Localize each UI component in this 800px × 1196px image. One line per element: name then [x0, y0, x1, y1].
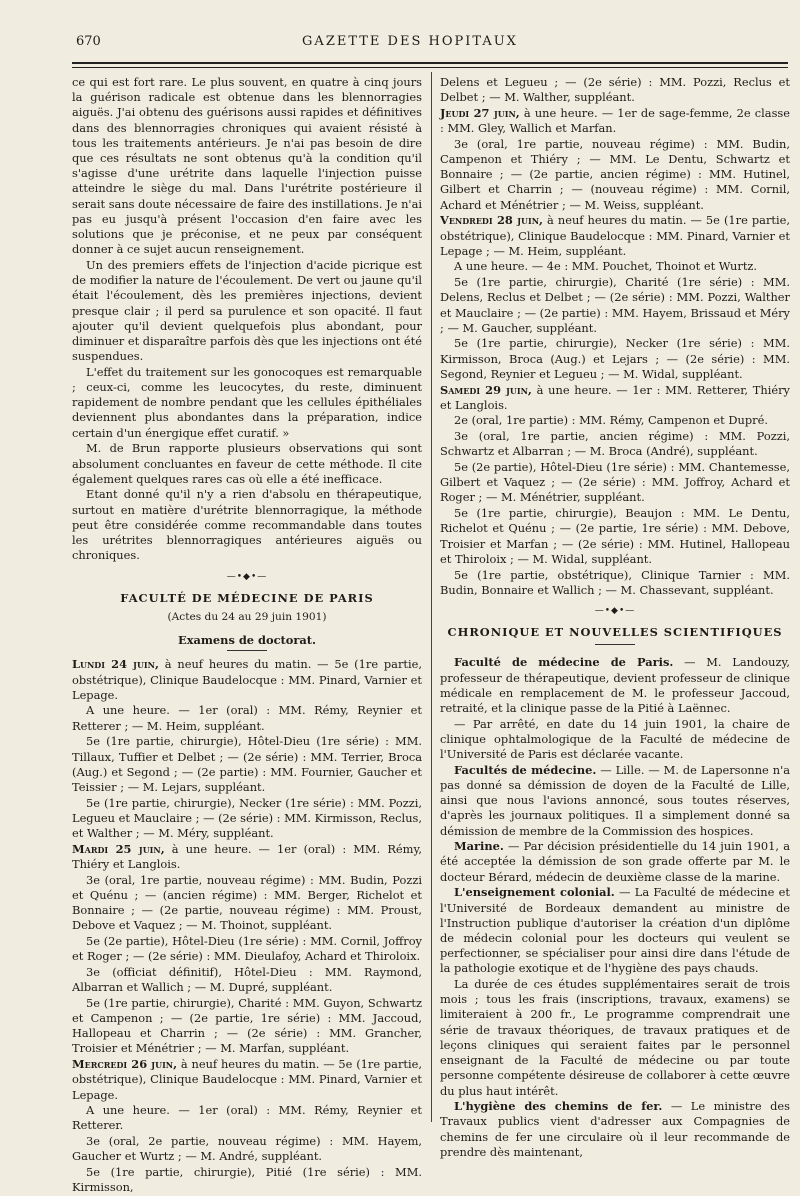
entry-text: à neuf heures du matin. — 5e (1re partie, obstétrique), Clinique Baudelocque : MM. Pinard, Varnier et Lepage ; — M. Heim, suppléant.	[440, 213, 790, 258]
schedule-entry	[72, 842, 422, 872]
entry-text: à neuf heures du matin. — 5e (1re partie, obstétrique), Clinique Baudelocque : MM. Pinard, Varnier et Lepage.	[72, 1057, 422, 1102]
schedule-entry: 5e (1re partie, chirurgie), Necker (1re série) : MM. Kirmisson, Broca (Aug.) et Lejars ; — (2e série) : MM. Segond, Reynier et Legueu ; — M. Widal, suppléant.	[440, 336, 790, 381]
schedule-entry	[440, 213, 790, 259]
news-item	[440, 885, 790, 976]
schedule-entry: A une heure. — 4e : MM. Pouchet, Thoinot et Wurtz.	[454, 259, 758, 274]
paragraph: L'effet du traitement sur les gonocoques est remarquable ; ceux-ci, comme les leucocytes, du reste, diminuent rapidement de nombre pendant que les cellules épithéliales deviennent plus abondantes dans la préparation, indice certain d'un énergique effet curatif. »	[72, 364, 422, 440]
schedule-entry: 5e (1re partie, chirurgie), Beaujon : MM. Le Dentu, Richelot et Quénu ; — (2e partie, 1re série) : MM. Debove, Troisier et Marfan ; — (2e série) : MM. Hutinel, Hallopeau et Thiroloix ; — M. Widal, suppléant.	[440, 506, 790, 566]
header-rule-thin	[72, 67, 788, 68]
news-text: — Le ministre des Travaux publics vient d'adresser aux Compagnies de chemins de fer une circulaire où il leur recommande de prendre dès maintenant,	[440, 1099, 790, 1159]
entry-text: à une heure. — 1er (oral) : MM. Rémy, Thiéry et Langlois.	[72, 841, 422, 871]
news-text: — Lille. — M. de Lapersonne n'a pas donné sa démission de doyen de la Faculté de Lille, ainsi que nous l'avions annoncé, sous toutes réserves, d'après les journaux politiques. Il a simplement donné sa démission de membre de la Commission des hospices.	[440, 762, 790, 838]
schedule-entry: 5e (1re partie, chirurgie), Charité : MM. Guyon, Schwartz et Campenon ; — (2e partie, 1re série) : MM. Jaccoud, Hallopeau et Charrin ; — (2e série) : MM. Grancher, Troisier et Ménétrier ; — M. Marfan, suppléant.	[72, 995, 422, 1056]
schedule-entry: 2e (oral, 1re partie) : MM. Rémy, Campenon et Dupré.	[454, 413, 768, 428]
header-rule	[72, 62, 788, 64]
schedule-entry: 3e (officiat définitif), Hôtel-Dieu : MM. Raymond, Albarran et Wallich ; — M. Dupré, suppléant.	[72, 964, 422, 995]
page-header	[60, 30, 760, 54]
entry-text: à une heure. — 1er de sage-femme, 2e classe : MM. Gley, Wallich et Marfan.	[440, 105, 790, 136]
journal-title: GAZETTE DES HOPITAUX	[302, 34, 518, 49]
day-label: Vendredi 28 juin,	[440, 213, 544, 228]
schedule-entry: Delens et Legueu ; — (2e série) : MM. Pozzi, Reclus et Delbet ; — M. Walther, suppléant.	[440, 75, 790, 105]
schedule-entry: 3e (oral, 1re partie, nouveau régime) : MM. Budin, Campenon et Thiéry ; — MM. Le Dentu, Schwartz et Bonnaire ; — (2e partie, ancien régime) : MM. Hutinel, Gilbert et Charrin ; — (nouveau régime) : MM. Cornil, Achard et Ménétrier ; — M. Weiss, suppléant.	[440, 136, 790, 212]
schedule-entry: 3e (oral, 1re partie, ancien régime) : MM. Pozzi, Schwartz et Albarran ; — M. Broca (André), suppléant.	[440, 429, 790, 459]
news-item: — Par arrêté, en date du 14 juin 1901, la chaire de clinique ophtalmologique de la Faculté de médecine de l'Université de Paris est déclarée vacante.	[440, 716, 790, 762]
news-text: — Par décision présidentielle du 14 juin 1901, a été acceptée la démission de son grade offerte par M. le docteur Bérard, médecin de deuxième classe de la marine.	[440, 839, 790, 884]
right-column	[440, 75, 790, 1161]
left-column	[72, 75, 422, 1196]
day-label: Mercredi 26 juin,	[72, 1057, 178, 1072]
schedule-entry	[440, 106, 790, 136]
section-separator: —•◆•—	[594, 605, 636, 616]
schedule-entry: 3e (oral, 2e partie, nouveau régime) : MM. Hayem, Gaucher et Wurtz ; — M. André, suppléant.	[72, 1134, 422, 1164]
day-label: Samedi 29 juin,	[440, 382, 532, 397]
news-title: L'hygiène des chemins de fer.	[454, 1099, 663, 1114]
news-item	[440, 839, 790, 885]
news-item: La durée de ces études supplémentaires serait de trois mois ; tous les frais (inscriptions, travaux, examens) se limiteraient à 200 fr., Le programme comprendrait une série de travaux théoriques, de travaux pratiques et de leçons cliniques qui seraient faites par le personnel enseignant de la Faculté de médecine ou par toute personne compétente désireuse de collaborer à cette œuvre du plus haut intérêt.	[440, 977, 790, 1098]
schedule-entry: 5e (1re partie, chirurgie), Pitié (1re série) : MM. Kirmisson,	[72, 1165, 422, 1195]
day-label: Jeudi 27 juin,	[440, 105, 520, 120]
news-title: Facultés de médecine.	[454, 762, 597, 777]
day-label: Lundi 24 juin,	[72, 657, 159, 672]
news-text: — M. Landouzy, professeur de thérapeutique, devient professeur de clinique médicale en remplacement de M. le professeur Jaccoud, retraité, et la clinique passe de la Pitié à Laënnec.	[440, 655, 790, 715]
schedule-entry: A une heure. — 1er (oral) : MM. Rémy, Reynier et Retterer ; — M. Heim, suppléant.	[72, 703, 422, 733]
schedule-entry: 5e (2e partie), Hôtel-Dieu (1re série) : MM. Chantemesse, Gilbert et Vaquez ; — (2e série) : MM. Joffroy, Achard et Roger ; — M. Ménétrier, suppléant.	[440, 460, 790, 505]
schedule-entry: A une heure. — 1er (oral) : MM. Rémy, Reynier et Retterer.	[72, 1103, 422, 1133]
column-divider	[431, 72, 432, 1122]
schedule-entry: 5e (1re partie, chirurgie), Hôtel-Dieu (1re série) : MM. Tillaux, Tuffier et Delbet ; — (2e série) : MM. Terrier, Broca (Aug.) et Segond ; — (2e partie) : MM. Fournier, Gaucher et Teissier ; — M. Lejars, suppléant.	[72, 734, 422, 794]
schedule-entry	[72, 1057, 422, 1103]
news-title: Faculté de médecine de Paris.	[454, 655, 674, 670]
exams-heading: Examens de doctorat.	[178, 633, 316, 648]
faculty-subheading: (Actes du 24 au 29 juin 1901)	[167, 610, 327, 623]
news-item	[440, 655, 790, 716]
page-number: 670	[76, 34, 101, 49]
schedule-entry: 3e (oral, 1re partie, nouveau régime) : MM. Budin, Pozzi et Quénu ; — (ancien régime) : MM. Berger, Richelot et Bonnaire ; — (2e partie, nouveau régime) : MM. Proust, Debove et Vaquez ; — M. Thoinot, suppléant.	[72, 872, 422, 933]
schedule-entry: 5e (1re partie, chirurgie), Charité (1re série) : MM. Delens, Reclus et Delbet ; — (2e série) : MM. Pozzi, Walther et Mauclaire ; — (2e partie) : MM. Hayem, Brissaud et Méry ; — M. Gaucher, suppléant.	[440, 275, 790, 335]
paragraph: Etant donné qu'il n'y a rien d'absolu en thérapeutique, surtout en matière d'urétrite blennorragique, la méthode peut être considérée comme recommandable dans toutes les urétrites blennorragiques antérieures aiguës ou chroniques.	[72, 487, 422, 563]
schedule-entry: 5e (1re partie, chirurgie), Necker (1re série) : MM. Pozzi, Legueu et Mauclaire ; — (2e série) : MM. Kirmisson, Reclus, et Walther ; — M. Méry, suppléant.	[72, 795, 422, 841]
schedule-entry: 5e (2e partie), Hôtel-Dieu (1re série) : MM. Cornil, Joffroy et Roger ; — (2e série) : MM. Dieulafoy, Achard et Thiroloix.	[72, 933, 422, 964]
schedule-entry	[440, 383, 790, 413]
entry-text: à une heure. — 1er : MM. Retterer, Thiéry et Langlois.	[440, 382, 790, 412]
paragraph: Un des premiers effets de l'injection d'acide picrique est de modifier la nature de l'écoulement. De vert ou jaune qu'il était l'écoulement, dès les premières injections, devient presque clair ; il perd sa purulence et son opacité. Il faut ajouter qu'il devient quelquefois plus abondant, pour diminuer et disparaître parfois dès que les injections ont été suspendues.	[72, 257, 422, 364]
schedule-entry	[72, 657, 422, 703]
news-item	[440, 1099, 790, 1160]
day-label: Mardi 25 juin,	[72, 841, 165, 856]
exams-rule	[227, 650, 267, 651]
news-item	[440, 763, 790, 839]
faculty-heading: FACULTÉ DE MÉDECINE DE PARIS	[120, 590, 374, 605]
news-title: Marine.	[454, 839, 504, 854]
schedule-entry: 5e (1re partie, obstétrique), Clinique Tarnier : MM. Budin, Bonnaire et Wallich ; — M. Chassevant, suppléant.	[440, 567, 790, 597]
paragraph: ce qui est fort rare. Le plus souvent, en quatre à cinq jours la guérison radicale est obtenue dans les blennorragies aiguës. J'ai obtenu des guérisons aussi rapides et définitives dans des blennorragies chroniques qui avaient résisté à tous les traitements antérieurs. Je n'ai pas besoin de dire que ces résultats ne sont obtenus qu'à la condition qu'il s'agisse d'une urétrite dans laquelle l'injection puisse atteindre le siège du mal. Dans l'urétrite postérieure il serait sans doute nécessaire de faire des instillations. Je n'ai pas eu jusqu'à présent l'occasion d'en faire avec les solutions que je préconise, et ne peux par conséquent donner à ce sujet aucun renseignement.	[72, 75, 422, 257]
news-title: L'enseignement colonial.	[454, 885, 615, 900]
paragraph: M. de Brun rapporte plusieurs observations qui sont absolument concluantes en faveur de cette méthode. Il cite également quelques rares cas où elle a été inefficace.	[72, 441, 422, 486]
section-separator: —•◆•—	[226, 571, 268, 582]
chronique-heading: CHRONIQUE ET NOUVELLES SCIENTIFIQUES	[447, 625, 783, 640]
chronique-rule	[595, 644, 635, 645]
entry-text: à neuf heures du matin. — 5e (1re partie, obstétrique), Clinique Baudelocque : MM. Pinard, Varnier et Lepage.	[72, 657, 422, 702]
news-text: — La Faculté de médecine et l'Université de Bordeaux demandent au ministre de l'Instruction publique d'autoriser la création d'un diplôme de médecin colonial pour les docteurs qui veulent se perfectionner, se spécialiser pour ainsi dire dans l'étude de la pathologie exotique et de l'hygiène des pays chauds.	[440, 885, 790, 976]
